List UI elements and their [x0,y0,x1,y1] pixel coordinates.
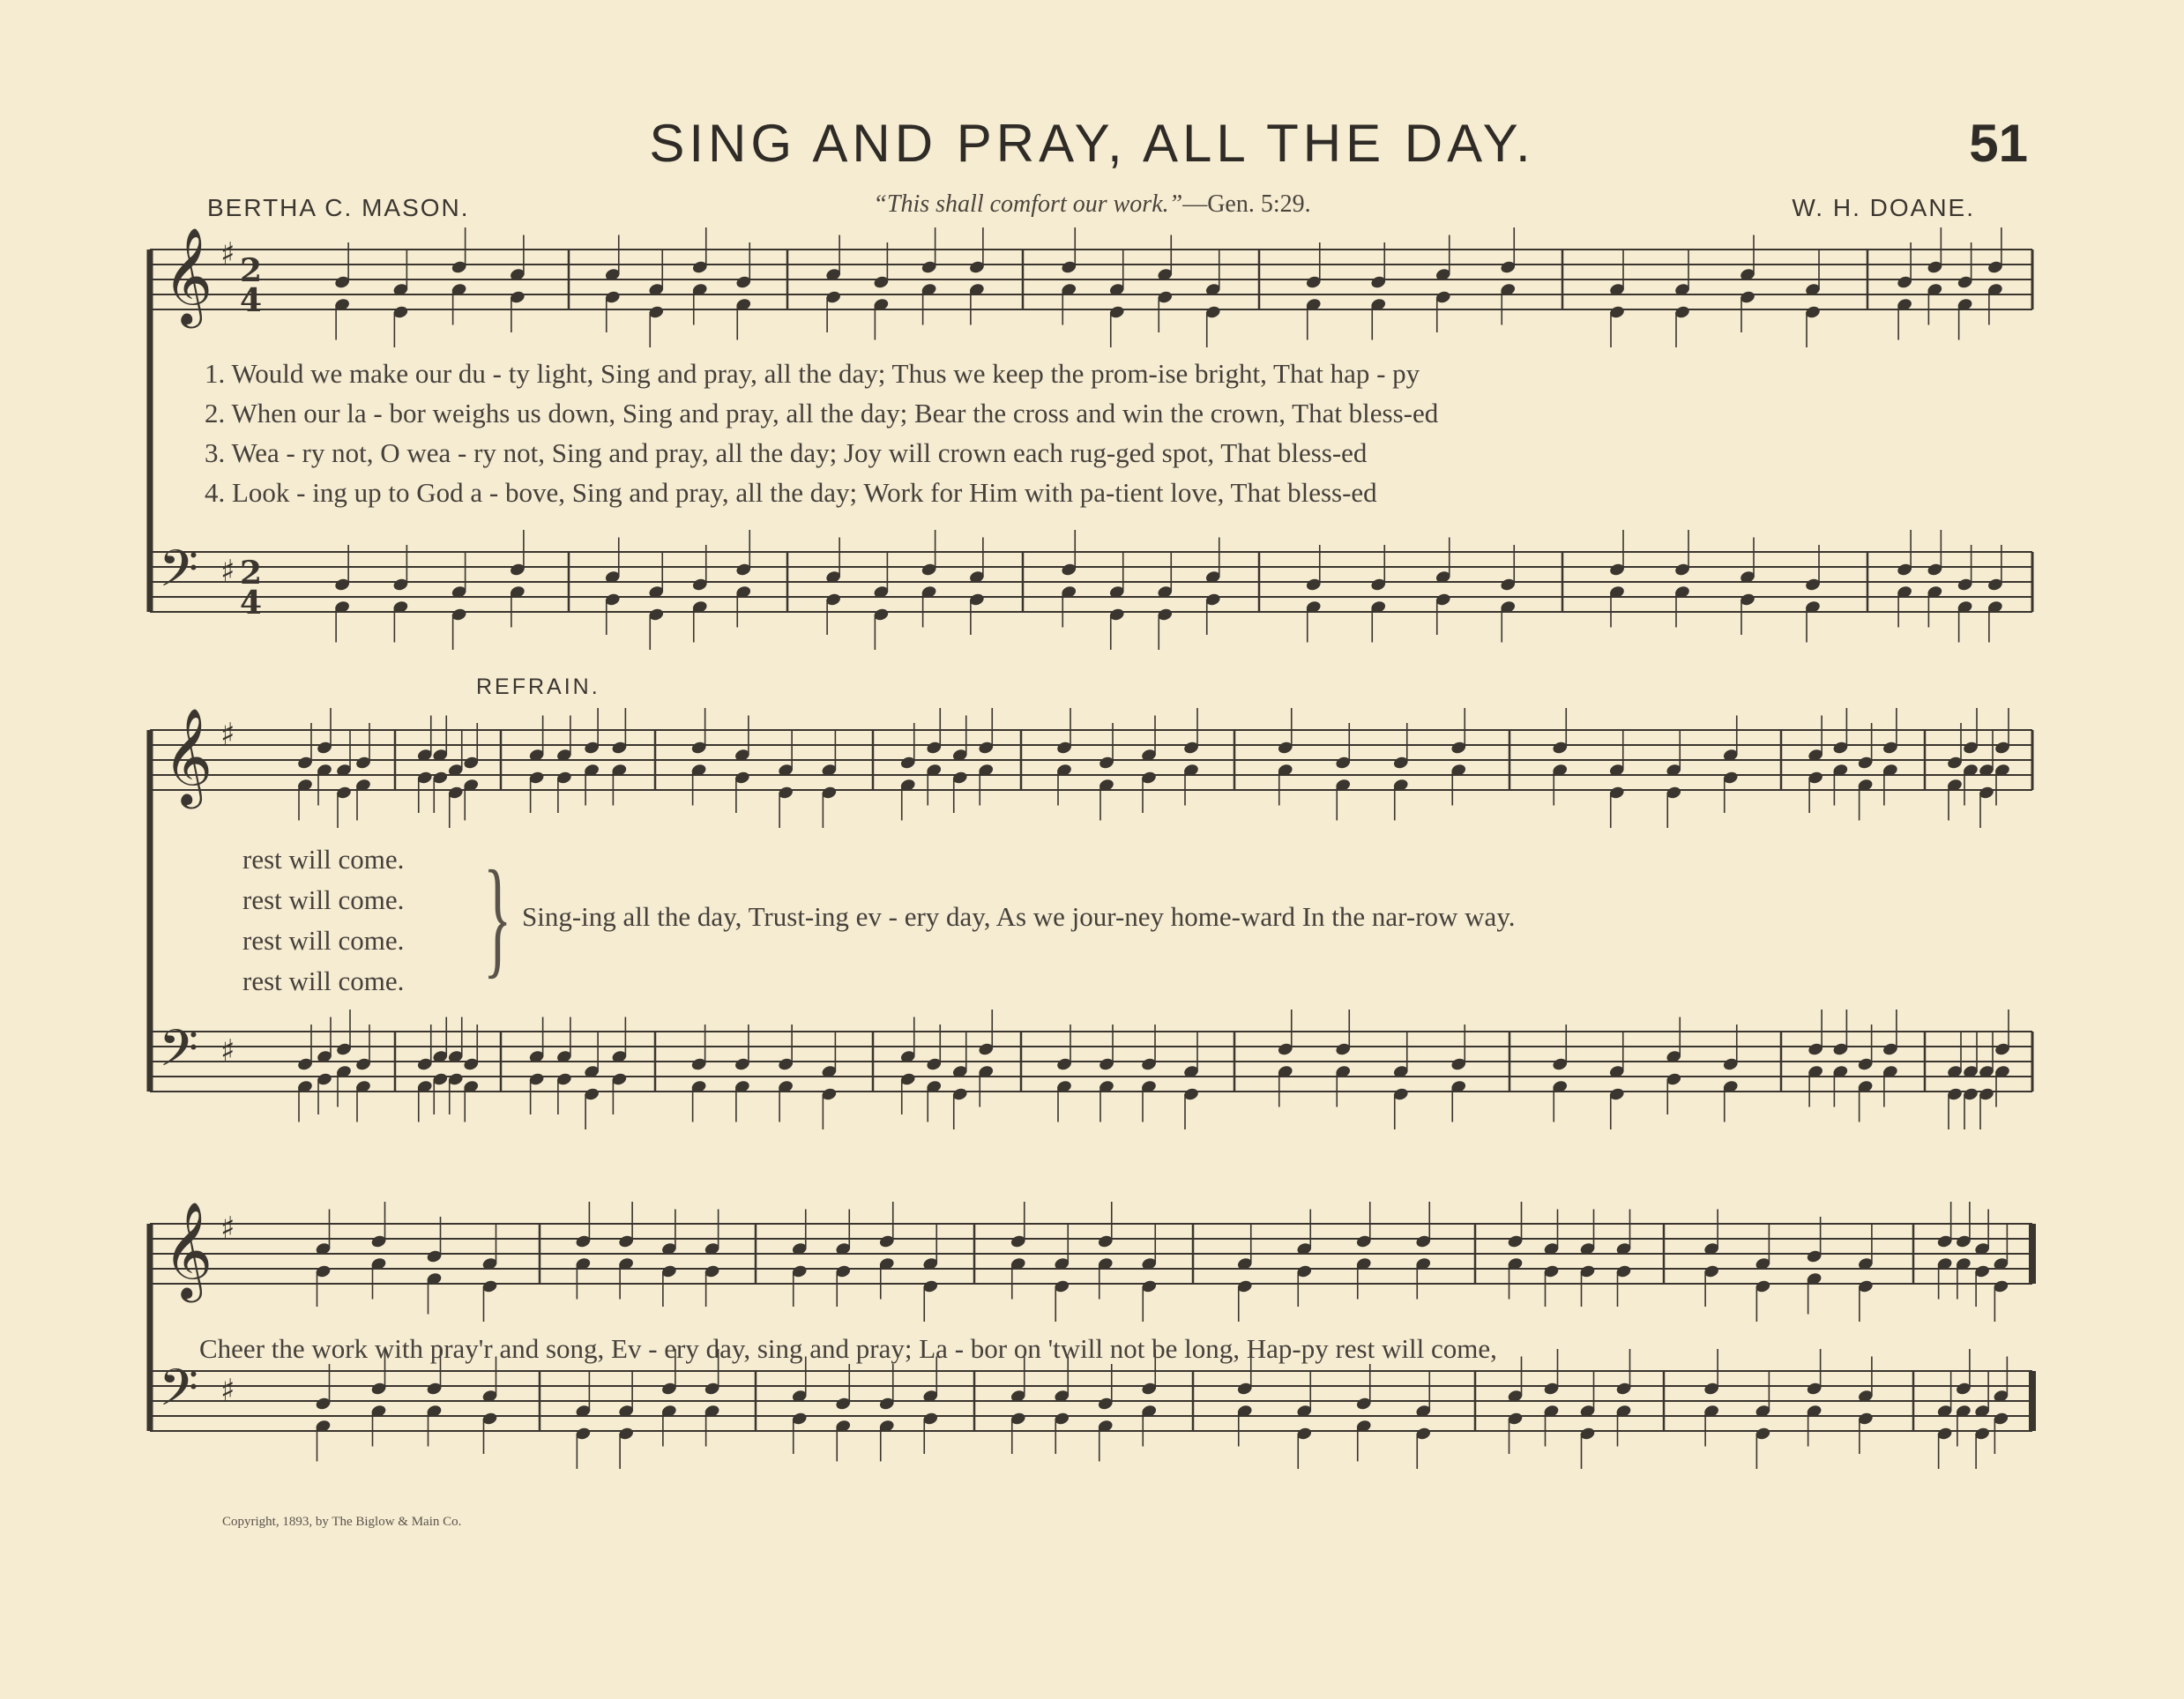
epigraph-quote: “This shall comfort our work.” [873,190,1183,218]
verse-4-ending: rest will come. [242,965,405,996]
verse-1-lyrics: 1. Would we make our du - ty light, Sing and pray, all the day; Thus we keep the prom-ise bright, That hap - py [205,358,1420,389]
refrain-lyrics-line-1: Sing-ing all the day, Trust-ing ev - ery day, As we jour-ney home-ward In the nar-row way. [522,901,1516,932]
author-credit: BERTHA C. MASON. [207,194,470,221]
epigraph-reference: —Gen. 5:29. [1182,190,1311,218]
bass-clef-icon: 𝄢 [159,1018,199,1091]
treble-clef-icon: 𝄞 [163,227,213,324]
verse-2-lyrics: 2. When our la - bor weighs us down, Sing and pray, all the day; Bear the cross and win the crown, That bless-ed [205,398,1439,428]
sharp-icon: ♯ [220,1211,235,1246]
bass-clef-icon: 𝄢 [159,539,199,611]
verse-4-lyrics: 4. Look - ing up to God a - bove, Sing and pray, all the day; Work for Him with pa-tient love, That bless-ed [205,477,1377,508]
sharp-icon: ♯ [220,717,235,752]
treble-clef-icon: 𝄞 [163,1202,213,1299]
time-signature-digit: 4 [240,585,263,622]
treble-clef-icon: 𝄞 [163,708,213,805]
sharp-icon: ♯ [220,236,235,272]
time-signature-digit: 2 [240,252,263,289]
verse-3-lyrics: 3. Wea - ry not, O wea - ry not, Sing and pray, all the day; Joy will crown each rug-ged spot, That bless-ed [205,437,1368,468]
refrain-lyrics-line-2: Cheer the work with pray'r and song, Ev - ery day, sing and pray; La - bor on 'twill not be long, Hap-py rest will come, [199,1333,1497,1364]
page-number: 51 [1969,114,2028,173]
composer-credit: W. H. DOANE. [1792,194,1975,221]
copyright-notice: Copyright, 1893, by The Biglow & Main Co. [222,1515,462,1529]
sharp-icon: ♯ [220,1033,235,1069]
verse-1-ending: rest will come. [242,844,405,875]
hymn-title: SING AND PRAY, ALL THE DAY. [649,114,1535,173]
refrain-label: REFRAIN. [476,674,600,699]
time-signature-digit: 4 [240,282,263,319]
verse-3-ending: rest will come. [242,925,405,956]
verse-brace: } [483,844,512,990]
time-signature-digit: 2 [240,555,263,592]
verse-2-ending: rest will come. [242,884,405,915]
sharp-icon: ♯ [220,1373,235,1408]
bass-clef-icon: 𝄢 [159,1358,199,1430]
sharp-icon: ♯ [220,554,235,589]
